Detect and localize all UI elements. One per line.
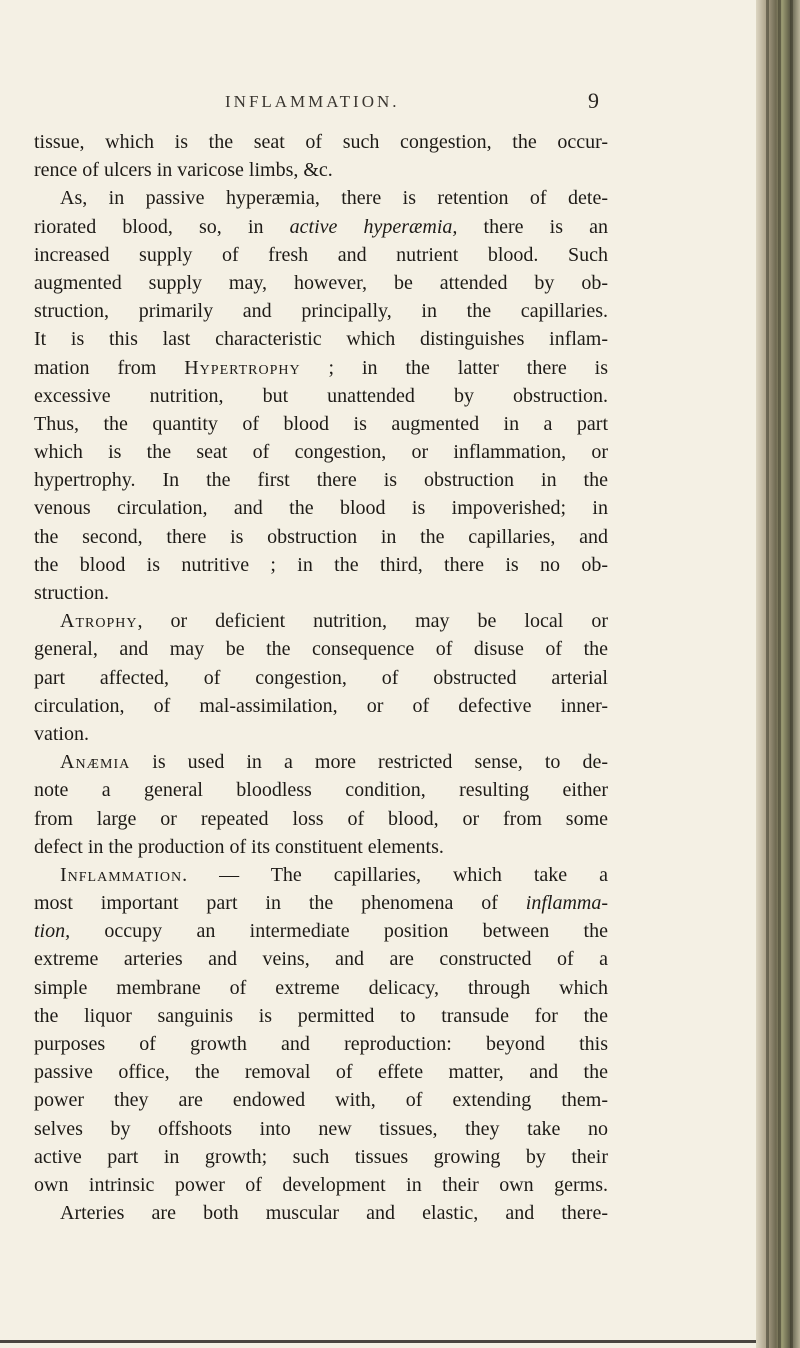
text-line — [34, 297, 608, 325]
text-line — [34, 269, 608, 297]
text-line — [34, 1115, 608, 1143]
text-run: the liquor sanguinis is permitted to transude for the — [34, 1004, 608, 1027]
text-line — [34, 1199, 608, 1227]
text-line — [34, 917, 608, 945]
text-line — [34, 692, 608, 720]
text-line — [34, 889, 608, 917]
text-line — [34, 607, 608, 635]
text-run: tissue, which is the seat of such congestion, the occur- — [34, 131, 608, 153]
text-line — [34, 776, 608, 804]
text-run: struction, primarily and principally, in the capillaries. — [34, 300, 608, 323]
text-line — [34, 410, 608, 438]
text-run: Arteries are both muscular and elastic, and there- — [60, 1202, 608, 1225]
text-run: defect in the production of its constituent elements. — [34, 835, 444, 858]
text-run: which is the seat of congestion, or inflammation, or — [34, 441, 608, 464]
italic-term: active hyperæmia, — [289, 215, 458, 238]
text-run: ; in the latter there is — [300, 356, 608, 379]
text-run: augmented supply may, however, be attended by ob- — [34, 271, 608, 294]
text-line — [34, 974, 608, 1002]
text-run: mation from — [34, 356, 185, 379]
text-run: most important part in the phenomena of — [34, 892, 526, 915]
text-line — [34, 494, 608, 522]
text-run: the blood is nutritive ; in the third, there is no ob- — [34, 553, 608, 576]
text-line — [34, 156, 608, 184]
text-line — [34, 438, 608, 466]
text-line — [34, 1086, 608, 1114]
text-run: increased supply of fresh and nutrient blood. Such — [34, 243, 608, 266]
running-title: INFLAMMATION. — [225, 92, 400, 111]
text-run: rence of ulcers in varicose limbs, &c. — [34, 159, 333, 182]
book-binding-edge — [756, 0, 800, 1348]
text-line — [34, 1030, 608, 1058]
text-run: Thus, the quantity of blood is augmented in a part — [34, 412, 608, 435]
text-run: part affected, of congestion, of obstructed arterial — [34, 666, 608, 689]
text-run: , or deficient nutrition, may be local or — [137, 610, 608, 633]
small-caps-heading: Atrophy — [60, 610, 138, 633]
small-caps-heading: Anæmia — [60, 751, 131, 774]
text-line — [34, 1143, 608, 1171]
text-run: extreme arteries and veins, and are constructed of a — [34, 948, 608, 971]
text-line — [34, 805, 608, 833]
text-run: active part in growth; such tissues growing by their — [34, 1145, 608, 1168]
text-line — [34, 748, 608, 776]
text-run: occupy an intermediate position between the — [70, 920, 608, 943]
binding-stripe — [790, 0, 793, 1348]
text-line — [34, 382, 608, 410]
text-run: there is an — [457, 215, 608, 238]
bottom-rule — [0, 1340, 760, 1343]
text-line — [34, 635, 608, 663]
text-line — [34, 551, 608, 579]
small-caps-heading: Hypertrophy — [184, 356, 301, 379]
text-run: purposes of growth and reproduction: beyond this — [34, 1033, 608, 1055]
text-run: from large or repeated loss of blood, or from some — [34, 807, 608, 830]
text-line — [34, 1171, 608, 1199]
text-line — [34, 720, 608, 748]
text-run: passive office, the removal of effete matter, and the — [34, 1061, 608, 1084]
text-line — [34, 184, 608, 212]
text-line — [34, 466, 608, 494]
text-run: venous circulation, and the blood is impoverished; in — [34, 497, 608, 520]
binding-stripe — [778, 0, 781, 1348]
text-line — [34, 128, 608, 156]
italic-term: tion, — [34, 920, 71, 943]
text-run: note a general bloodless condition, resulting either — [34, 779, 608, 802]
text-run: vation. — [34, 722, 89, 745]
small-caps-heading: Inflammation — [60, 863, 183, 886]
text-run: hypertrophy. In the first there is obstruction in the — [34, 469, 608, 492]
text-run: general, and may be the consequence of disuse of the — [34, 638, 608, 661]
text-run: struction. — [34, 582, 109, 604]
text-line — [34, 354, 608, 382]
text-run: . — The capillaries, which take a — [182, 863, 608, 886]
text-run: excessive nutrition, but unattended by obstruction. — [34, 384, 608, 407]
text-run: It is this last characteristic which distinguishes inflam- — [34, 328, 608, 351]
text-run: riorated blood, so, in — [34, 215, 290, 238]
text-run: simple membrane of extreme delicacy, through which — [34, 976, 608, 999]
text-line — [34, 213, 608, 241]
text-run: own intrinsic power of development in their own germs. — [34, 1173, 608, 1196]
running-head — [0, 88, 756, 118]
text-line — [34, 833, 608, 861]
text-line — [34, 325, 608, 353]
page-number: 9 — [588, 88, 599, 113]
italic-term: inflamma- — [525, 892, 608, 915]
text-line — [34, 1058, 608, 1086]
text-line — [34, 945, 608, 973]
text-line — [34, 664, 608, 692]
text-run: the second, there is obstruction in the capillaries, and — [34, 525, 608, 548]
text-line — [34, 523, 608, 551]
text-line — [34, 241, 608, 269]
text-run: selves by offshoots into new tissues, they take no — [34, 1117, 608, 1140]
text-run: As, in passive hyperæmia, there is retention of dete- — [60, 187, 608, 210]
text-line — [34, 579, 608, 607]
text-line — [34, 861, 608, 889]
body-text — [34, 128, 608, 1227]
text-run: is used in a more restricted sense, to de- — [130, 751, 608, 774]
text-run: circulation, of mal-assimilation, or of defective inner- — [34, 694, 608, 717]
binding-stripe — [766, 0, 769, 1348]
text-line — [34, 1002, 608, 1030]
text-run: power they are endowed with, of extending them- — [34, 1089, 608, 1112]
